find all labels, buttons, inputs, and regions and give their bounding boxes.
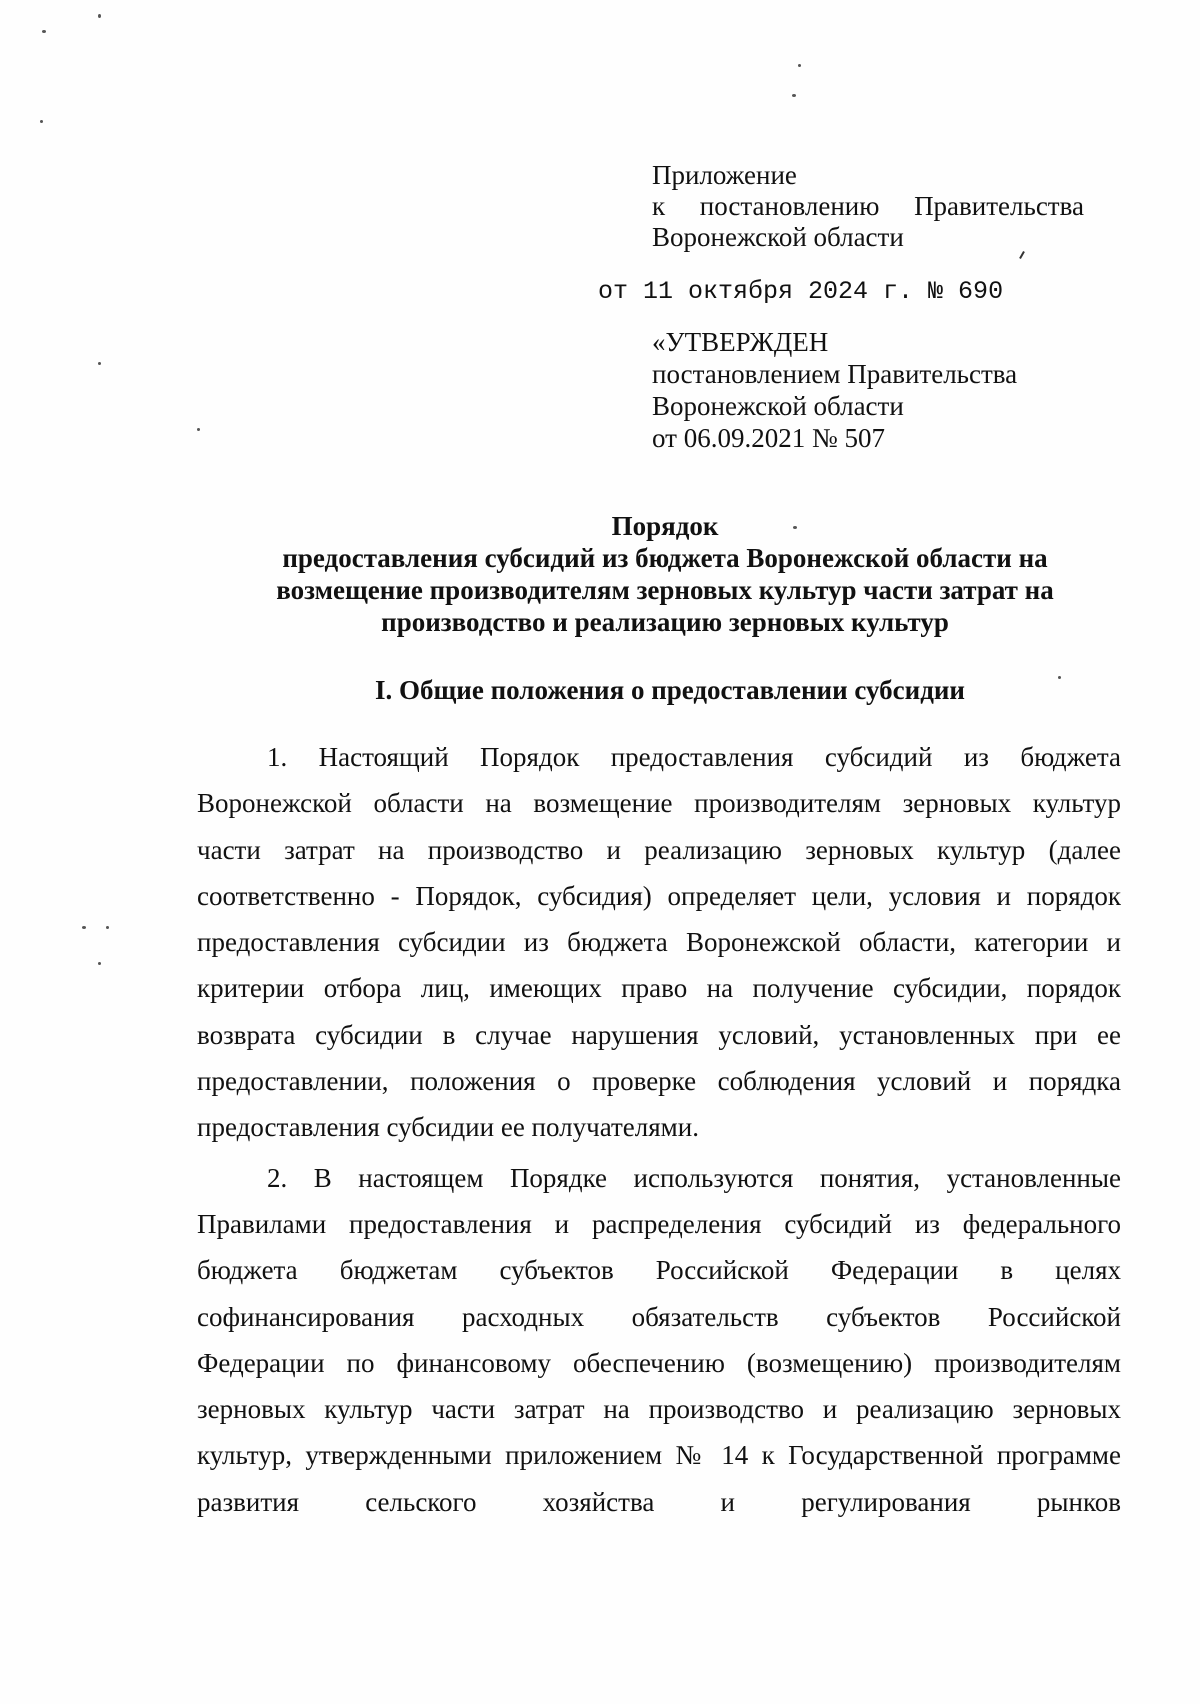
text-line: зерновых культур части затрат на производство и реализацию зерновых xyxy=(197,1394,1121,1425)
scan-speck xyxy=(798,64,801,67)
text-line: Воронежской области на возмещение производителям зерновых культур xyxy=(197,788,1121,819)
approved-date: от 06.09.2021 № 507 xyxy=(652,423,885,453)
scan-speck xyxy=(792,94,796,97)
text-line: предоставления субсидии ее получателями. xyxy=(197,1112,699,1143)
scan-speck xyxy=(106,926,109,929)
resolution-date-number: от 11 октября 2024 г. № 690 xyxy=(598,277,1004,306)
text-line: предоставлении, положения о проверке соблюдения условий и порядка xyxy=(197,1066,1121,1097)
scan-speck xyxy=(42,30,46,33)
scan-speck xyxy=(197,428,200,431)
appendix-word: к xyxy=(652,191,666,221)
title-line: возмещение производителям зерновых культур части затрат на xyxy=(276,575,1054,605)
scan-speck xyxy=(82,926,86,929)
approved-stamp-text xyxy=(652,326,1112,454)
document-body xyxy=(197,734,1121,1525)
scan-speck xyxy=(98,362,101,365)
appendix-word: Правительства xyxy=(914,191,1084,221)
text-line: развития сельского хозяйства и регулирования рынков xyxy=(197,1486,1121,1517)
title-line: Порядок xyxy=(611,511,719,541)
text-line: софинансирования расходных обязательств субъектов Российской xyxy=(197,1301,1121,1332)
text-line: культур, утвержденными приложением № 14 к Государственной программе xyxy=(197,1440,1121,1471)
text-line: 2. В настоящем Порядке используются понятия, установленные xyxy=(267,1162,1121,1193)
text-line: Федерации по финансовому обеспечению (возмещению) производителям xyxy=(197,1347,1121,1378)
scan-speck xyxy=(98,962,101,965)
appendix-header xyxy=(652,160,1112,253)
document-title xyxy=(150,510,1180,638)
text-line: бюджета бюджетам субъектов Российской Федерации в целях xyxy=(197,1255,1121,1286)
text-line: критерии отбора лиц, имеющих право на получение субсидии, порядок xyxy=(197,973,1121,1004)
title-line: предоставления субсидий из бюджета Воронежской области на xyxy=(282,543,1048,573)
approved-by: постановлением Правительства xyxy=(652,359,1018,389)
text-line: 1. Настоящий Порядок предоставления субсидий из бюджета xyxy=(267,742,1121,772)
text-line: соответственно - Порядок, субсидия) определяет цели, условия и порядок xyxy=(197,880,1121,911)
paragraph-1 xyxy=(197,734,1121,1151)
text-line: части затрат на производство и реализацию зерновых культур (далее xyxy=(197,834,1121,865)
section-heading: I. Общие положения о предоставлении субсидии xyxy=(375,675,965,705)
scan-speck xyxy=(40,120,43,123)
paragraph-2 xyxy=(197,1155,1121,1525)
appendix-word: постановлению xyxy=(699,191,880,221)
approved-region: Воронежской области xyxy=(652,391,904,421)
scan-speck xyxy=(98,14,101,18)
title-line: производство и реализацию зерновых культур xyxy=(381,607,949,637)
appendix-reference xyxy=(652,191,1084,222)
text-line: предоставления субсидии из бюджета Воронежской области, категории и xyxy=(197,927,1121,958)
text-line: Правилами предоставления и распределения субсидий из федерального xyxy=(197,1208,1121,1239)
appendix-label: Приложение xyxy=(652,160,797,190)
text-line: возврата субсидии в случае нарушения условий, установленных при ее xyxy=(197,1019,1121,1050)
appendix-region: Воронежской области xyxy=(652,222,904,252)
approved-label: «УТВЕРЖДЕН xyxy=(652,327,829,357)
